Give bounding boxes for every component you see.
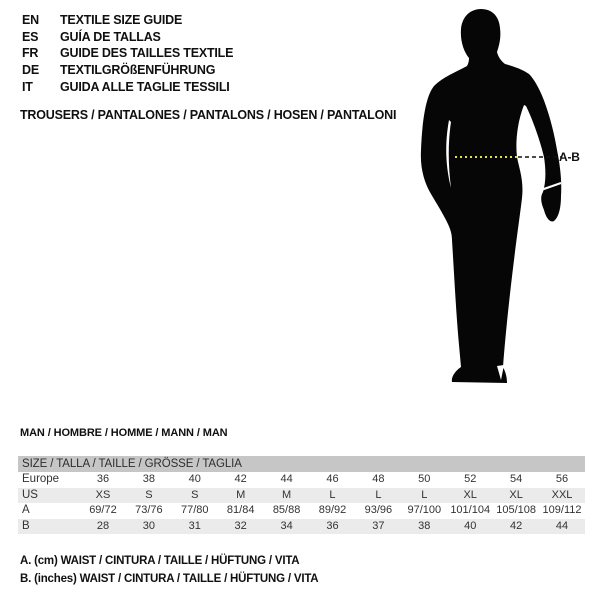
size-cell: 73/76 xyxy=(135,504,163,516)
size-table-row xyxy=(18,488,585,504)
size-cell: 38 xyxy=(142,473,155,485)
language-label: GUIDA ALLE TAGLIE TESSILI xyxy=(60,79,230,94)
size-cell: L xyxy=(421,488,428,501)
size-cell: 89/92 xyxy=(318,504,347,516)
size-cell: 97/100 xyxy=(407,504,442,516)
size-cell: 93/96 xyxy=(364,504,393,516)
language-row xyxy=(22,12,233,29)
language-label: GUIDE DES TAILLES TEXTILE xyxy=(60,46,234,61)
row-label: US xyxy=(22,488,38,501)
size-cell: 85/88 xyxy=(272,504,301,516)
size-table-row xyxy=(18,472,585,488)
size-table-row xyxy=(18,503,585,519)
size-cell: 40 xyxy=(188,473,201,485)
size-cell: XS xyxy=(95,488,111,501)
language-label: TEXTILE SIZE GUIDE xyxy=(60,13,183,28)
size-cell: 105/108 xyxy=(496,504,536,516)
size-table xyxy=(18,456,585,534)
language-code: IT xyxy=(22,79,33,94)
size-cell: 44 xyxy=(555,519,569,532)
size-cell: L xyxy=(329,488,336,501)
size-cell: 109/112 xyxy=(542,504,582,516)
language-label: TEXTILGRÖßENFÜHRUNG xyxy=(60,63,216,78)
language-code: EN xyxy=(22,13,39,28)
row-label: A xyxy=(22,504,30,516)
size-cell: 69/72 xyxy=(89,504,117,516)
size-cell: XL xyxy=(509,488,523,501)
size-cell: 32 xyxy=(234,519,247,532)
size-cell: 44 xyxy=(280,473,293,485)
footnote-b: B. (inches) WAIST / CINTURA / TAILLE / HÜFTUNG / VITA xyxy=(20,573,319,585)
language-code: DE xyxy=(22,63,39,78)
size-table-header-row xyxy=(18,456,585,472)
size-cell: 50 xyxy=(418,473,431,485)
section-title-man: MAN / HOMBRE / HOMME / MANN / MAN xyxy=(20,427,228,439)
garment-title: TROUSERS / PANTALONES / PANTALONS / HOSEN / PANTALONI xyxy=(20,108,397,122)
size-cell: 48 xyxy=(372,473,385,485)
size-cell: S xyxy=(145,488,153,501)
size-cell: 36 xyxy=(96,473,110,485)
size-cell: 52 xyxy=(464,473,477,485)
size-cell: 34 xyxy=(280,519,293,532)
man-silhouette-icon xyxy=(410,0,600,400)
size-cell: S xyxy=(191,488,199,501)
size-cell: L xyxy=(375,488,382,501)
size-table-row xyxy=(18,519,585,535)
size-cell: 30 xyxy=(142,519,155,532)
size-cell: 81/84 xyxy=(226,504,255,516)
size-cell: M xyxy=(236,488,246,501)
size-cell: 37 xyxy=(372,519,385,532)
language-code: ES xyxy=(22,29,39,44)
row-label: Europe xyxy=(22,473,60,485)
size-cell: XL xyxy=(463,488,477,501)
size-cell: 40 xyxy=(464,519,477,532)
size-table-body xyxy=(18,472,585,534)
footnotes xyxy=(20,552,318,588)
measure-label: A-B xyxy=(559,150,580,164)
language-row xyxy=(22,45,233,62)
language-label: GUÍA DE TALLAS xyxy=(60,29,161,44)
size-cell: 28 xyxy=(96,519,110,532)
size-cell: 36 xyxy=(326,519,339,532)
language-row xyxy=(22,78,233,95)
language-row xyxy=(22,62,233,79)
language-row xyxy=(22,29,233,46)
size-cell: 38 xyxy=(418,519,431,532)
size-cell: M xyxy=(281,488,292,501)
language-code: FR xyxy=(22,46,39,61)
size-cell: 77/80 xyxy=(181,504,209,516)
size-cell: 101/104 xyxy=(450,504,491,516)
row-label: B xyxy=(22,519,30,532)
size-cell: 56 xyxy=(555,473,569,485)
size-cell: 31 xyxy=(188,519,201,532)
size-cell: 54 xyxy=(509,473,523,485)
size-cell: 42 xyxy=(234,473,247,485)
language-list xyxy=(22,12,233,95)
size-cell: 42 xyxy=(509,519,523,532)
size-table-header: SIZE / TALLA / TAILLE / GRÖSSE / TAGLIA xyxy=(18,456,585,472)
size-cell: XXL xyxy=(551,488,573,501)
size-cell: 46 xyxy=(326,473,339,485)
silhouette-body xyxy=(421,9,561,383)
footnote-a: A. (cm) WAIST / CINTURA / TAILLE / HÜFTUNG / VITA xyxy=(20,555,300,567)
